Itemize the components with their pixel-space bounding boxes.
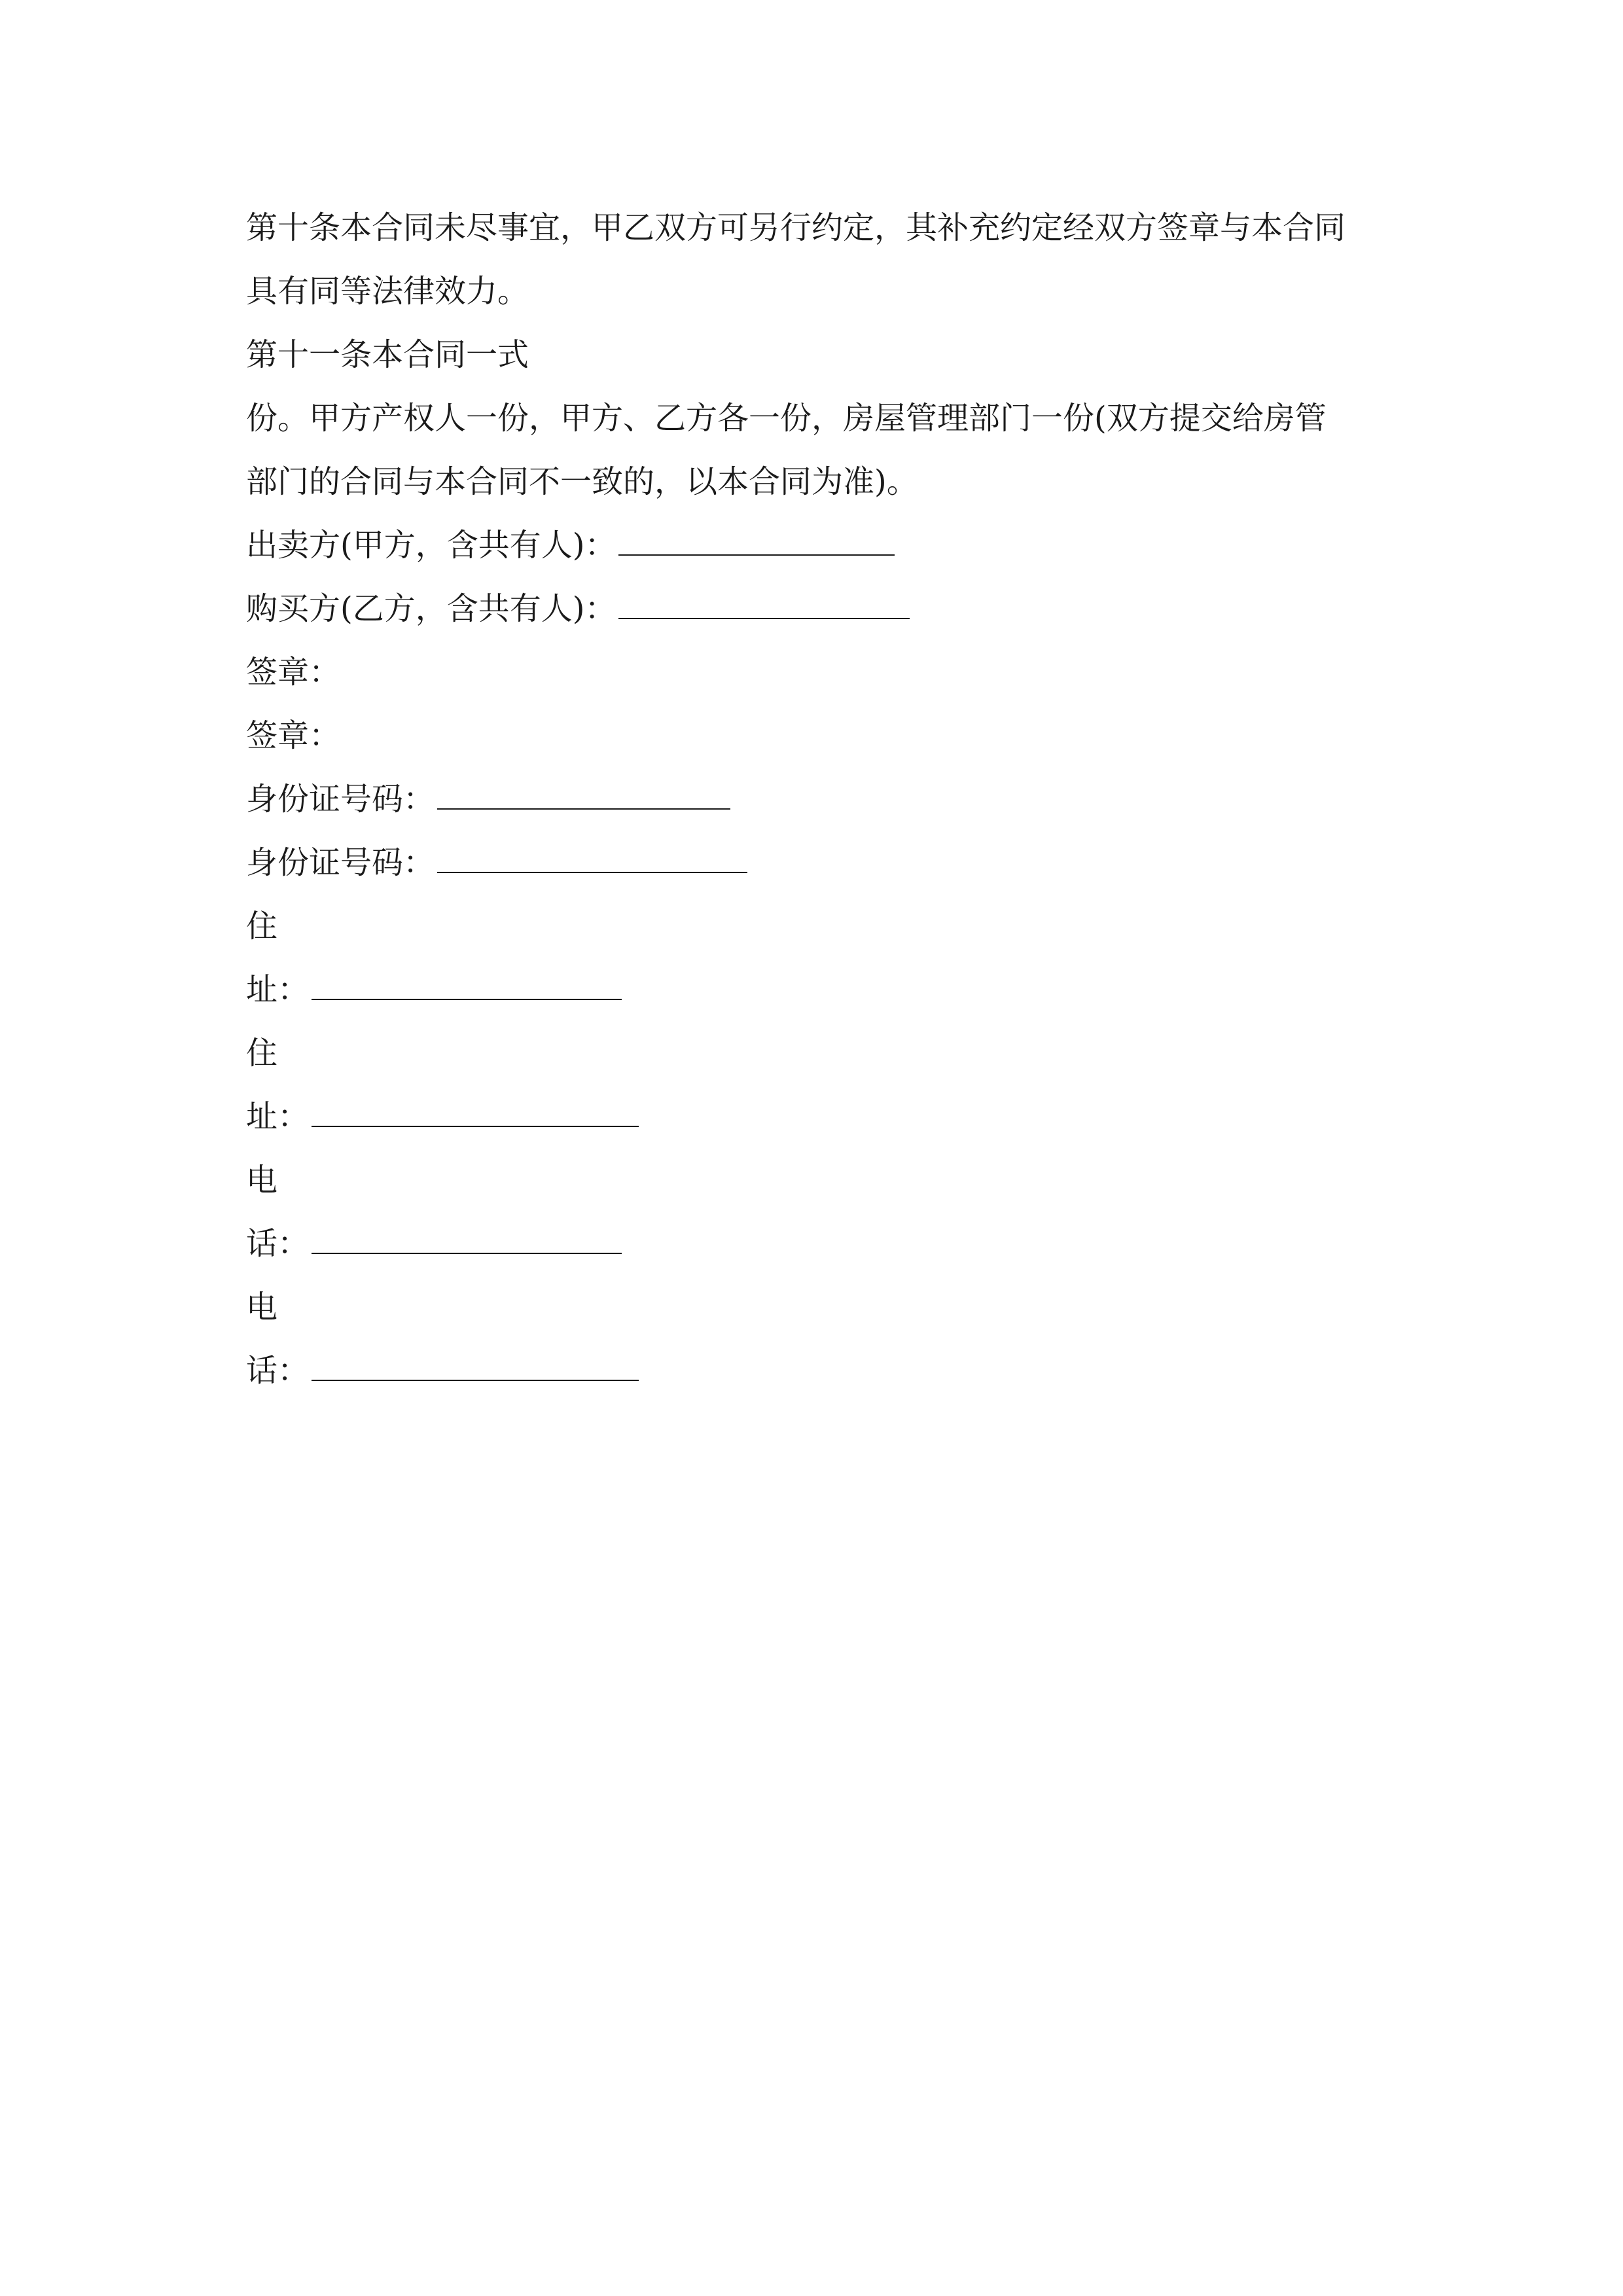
contract-body [246,196,1385,1403]
seller-blank [618,532,895,556]
phone-row-seller [246,1212,1385,1276]
phone-row-buyer [246,1339,1385,1403]
buyer-blank [618,596,910,619]
buyer-row [246,577,1385,641]
address-blank-buyer [312,1103,639,1127]
seller-label: 出卖方(甲方，含共有人)： [246,527,616,564]
phone-char-buyer: 电 [246,1289,278,1325]
id-row-seller [246,768,1385,831]
phone-char-seller: 电 [246,1162,278,1198]
article-10-line-2: 具有同等法律效力。 [246,273,529,310]
article-11-line-1: 第十一条本合同一式 [246,336,529,373]
address-label-buyer: 址： [246,1098,310,1135]
phone-blank-buyer [312,1357,639,1381]
id-blank-buyer [437,850,747,873]
address-char-seller: 住 [246,908,278,944]
buyer-label: 购买方(乙方，含共有人)： [246,590,616,627]
address-row-seller [246,958,1385,1022]
seal-label-seller: 签章： [246,654,341,691]
phone-label-seller: 话： [246,1225,310,1262]
id-label-buyer: 身份证号码： [246,844,435,881]
article-10-line-1: 第十条本合同未尽事宜，甲乙双方可另行约定，其补充约定经双方签章与本合同 [246,209,1346,246]
seller-row [246,514,1385,577]
article-11-line-2: 份。甲方产权人一份，甲方、乙方各一份，房屋管理部门一份(双方提交给房管 [246,400,1327,437]
seal-label-buyer: 签章： [246,717,341,754]
id-row-buyer [246,831,1385,895]
address-label-seller: 址： [246,971,310,1008]
id-label-seller: 身份证号码： [246,781,435,817]
phone-label-buyer: 话： [246,1352,310,1389]
article-11-line-3: 部门的合同与本合同不一致的，以本合同为准)。 [246,463,918,500]
id-blank-seller [437,786,730,810]
address-row-buyer [246,1085,1385,1149]
address-char-buyer: 住 [246,1035,278,1071]
address-blank-seller [312,977,622,1000]
phone-blank-seller [312,1230,622,1254]
